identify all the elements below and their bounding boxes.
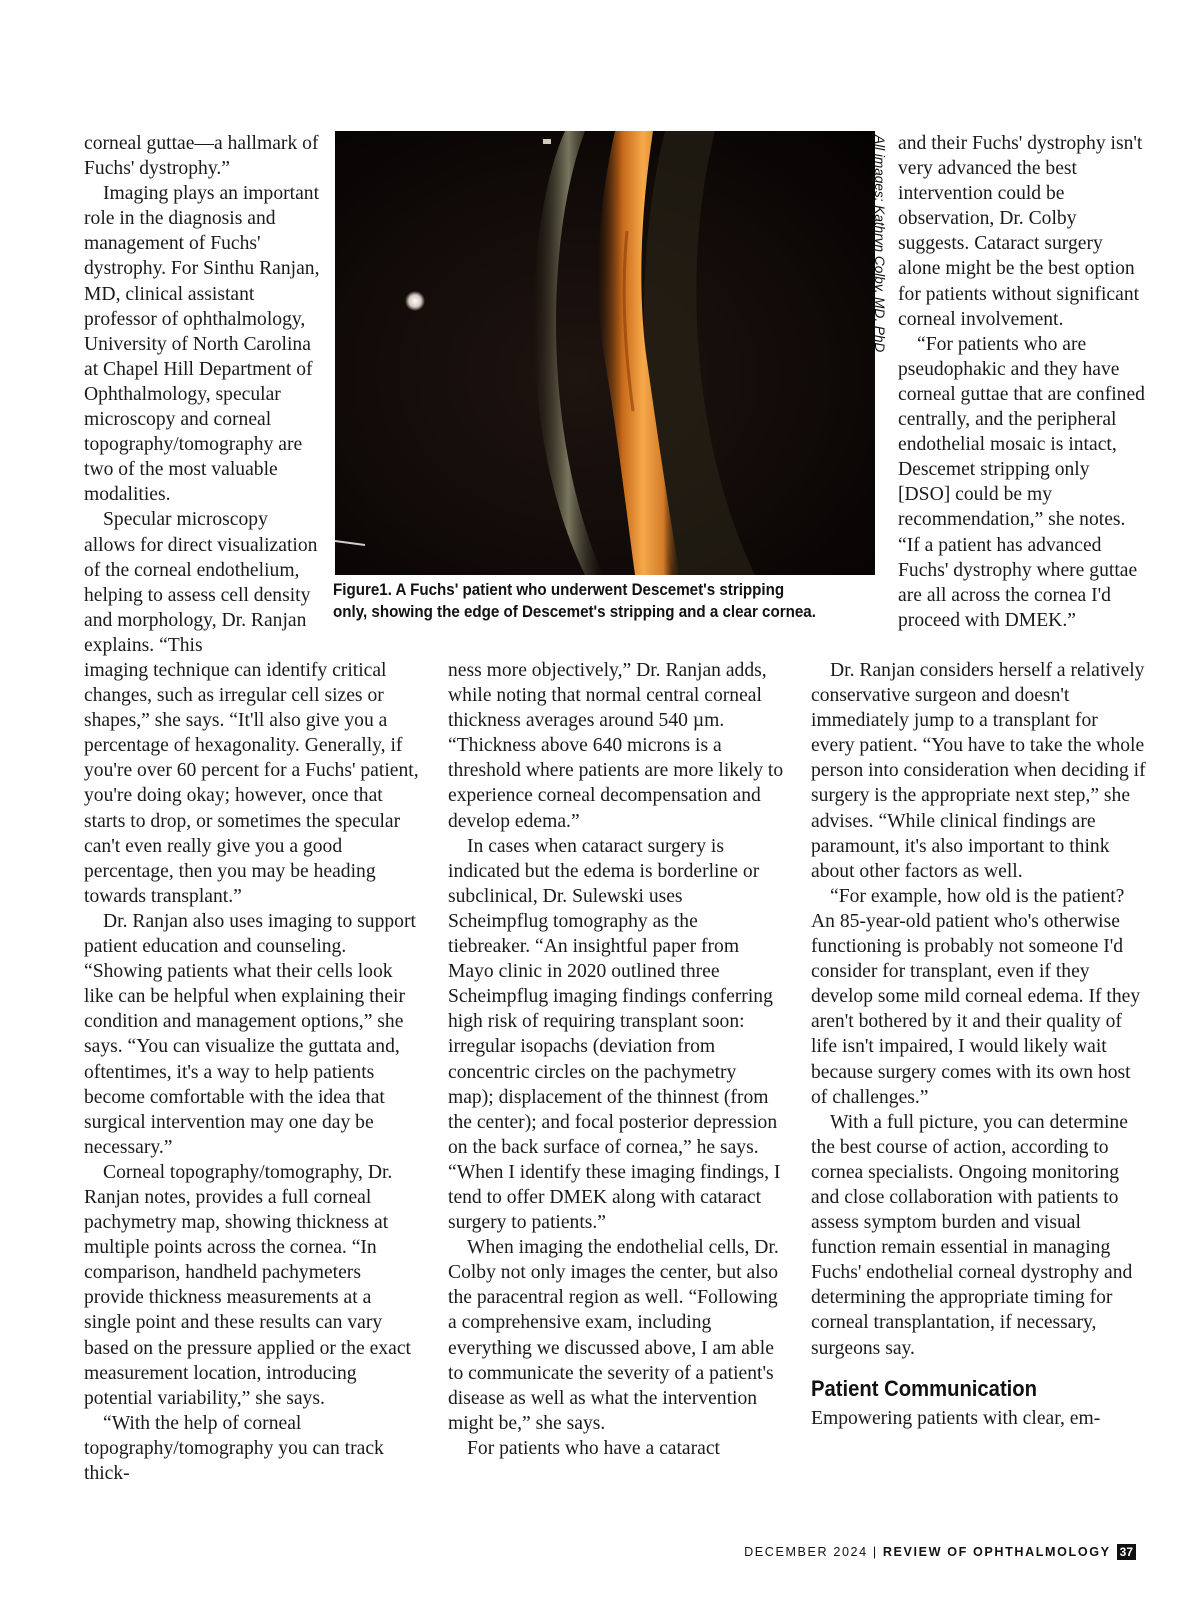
paragraph: Corneal topography/tomography, Dr. Ranjan notes, provides a full corneal pachymetry map, showing thickness at multiple points across the cornea. “In comparison, handheld pachymeters provide thickness measurements at a single point and these results can vary based on the pressure applied or the exact measurement location, introducing potential variability,” she says. [84,1161,411,1409]
column-1-bottom [84,658,422,1486]
paragraph: Dr. Ranjan considers herself a relatively conservative surgeon and doesn't immediately jump to a transplant for every patient. “You have to take the whole person into consideration when deciding if surgery is the appropriate next step,” she advises. “While clinical findings are paramount, it's also important to think about other factors as well. [811,660,1146,882]
paragraph: “With the help of corneal topography/tomography you can track thick- [84,1412,384,1484]
paragraph: imaging technique can identify critical changes, such as irregular cell sizes or shapes,” she says. “It'll also give you a percentage of hexagonality. Generally, if you're over 60 percent for a Fuchs' patient, you're doing okay; however, once that starts to drop, or sometimes the specular can't even really give you a good percentage, then you may be heading towards transplant.” [84,660,419,907]
paragraph: Empowering patients with clear, em- [811,1407,1101,1429]
paragraph: For patients who have a cataract [467,1437,720,1459]
paragraph: Imaging plays an important role in the diagnosis and management of Fuchs' dystrophy. For Sinthu Ranjan, MD, clinical assistant professor of ophthalmology, University of North Carolina at Chapel Hill Department of Ophthalmology, specular microscopy and corneal topography/tomography are two of the most valuable modalities. [84,183,320,506]
publication-name: REVIEW OF OPHTHALMOLOGY [882,1545,1111,1559]
paragraph: Dr. Ranjan also uses imaging to support patient education and counseling. “Showing patients what their cells look like can be helpful when explaining their condition and management options,” she says. “You can visualize the guttata and, oftentimes, it's a way to help patients become comfortable with the idea that surgical intervention may one day be necessary.” [84,910,416,1158]
page-footer [744,1544,1136,1560]
column-1-top [84,131,322,658]
slit-lamp-photo [335,131,875,575]
photo-credit [870,135,888,365]
photo-credit-text: All images: Kathryn Colby, MD, PhD [872,135,887,353]
paragraph: “For example, how old is the patient? An 85-year-old patient who's otherwise functioning is probably not someone I'd consider for transplant, even if they develop some mild corneal edema. If they aren't bothered by it and their quality of life isn't impaired, I would likely wait because surgery comes with its own host of challenges.” [811,885,1141,1108]
paragraph: corneal guttae—a hallmark of Fuchs' dystrophy.” [84,133,319,180]
paragraph: ness more objectively,” Dr. Ranjan adds, while noting that normal central corneal thickness averages around 540 µm. “Thickness above 640 microns is a threshold where patients are more likely to experience corneal decompensation and develop edema.” [448,660,784,832]
paragraph: Specular microscopy allows for direct visualization of the corneal endothelium, helping to assess cell density and morphology, Dr. Ranjan explains. “This [84,509,318,656]
paragraph: With a full picture, you can determine the best course of action, according to cornea specialists. Ongoing monitoring and close collaboration with patients to assess symptom burden and visual function remain essential in managing Fuchs' endothelial corneal dystrophy and determining the appropriate timing for corneal transplantation, if necessary, surgeons say. [811,1111,1133,1359]
issue-date: DECEMBER 2024 | [744,1545,883,1559]
column-3-top [898,131,1146,633]
section-heading: Patient Communication [811,1375,1038,1401]
paragraph: When imaging the endothelial cells, Dr. Colby not only images the center, but also the paracentral region as well. “Following a comprehensive exam, including everything we discussed above, I am able to communicate the severity of a patient's disease as well as what the intervention might be,” she says. [448,1237,779,1434]
paragraph: In cases when cataract surgery is indicated but the edema is borderline or subclinical, Dr. Sulewski uses Scheimpflug tomography as the tiebreaker. “An insightful paper from Mayo clinic in 2020 outlined three Scheimpflug imaging findings conferring high risk of requiring transplant soon: irregular isopachs (deviation from concentric circles on the pachymetry map); displacement of the thinnest (from the center); and focal posterior depression on the back surface of cornea,” he says. “When I identify these imaging findings, I tend to offer DMEK along with cataract surgery to patients.” [448,835,781,1234]
column-3-bottom [811,658,1146,1431]
paragraph: and their Fuchs' dystrophy isn't very advanced the best intervention could be observation, Dr. Colby suggests. Cataract surgery alone might be the best option for patients without significant corneal involvement. [898,133,1143,330]
eye-image [335,131,875,575]
figure-caption: Figure1. A Fuchs' patient who underwent Descemet's stripping only, showing the edge of Descemet's stripping and a clear cornea. [333,581,816,621]
paragraph: “For patients who are pseudophakic and they have corneal guttae that are confined centrally, and the peripheral endothelial mosaic is intact, Descemet stripping only [DSO] could be my recommendation,” she notes. “If a patient has advanced Fuchs' dystrophy where guttae are all across the cornea I'd proceed with DMEK.” [898,333,1145,631]
column-2 [448,658,784,1461]
page-number: 37 [1117,1544,1136,1560]
